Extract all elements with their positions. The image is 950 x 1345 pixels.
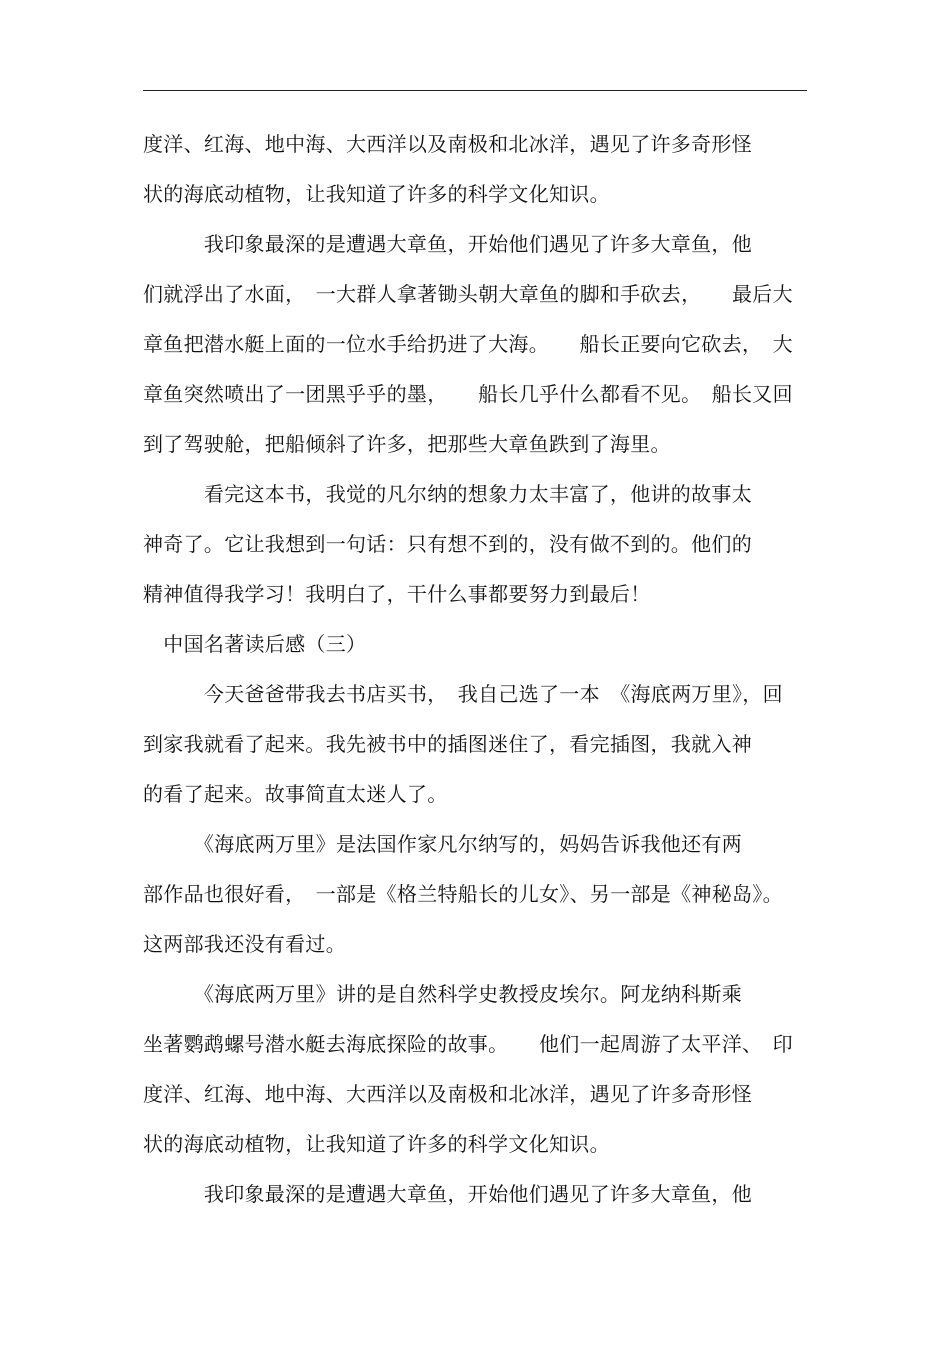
text-line: 《海底两万里》是法国作家凡尔纳写的，妈妈告诉我他还有两 <box>143 832 742 856</box>
text-line: 到了驾驶舱，把船倾斜了许多，把那些大章鱼跌到了海里。 <box>143 432 671 456</box>
text-line: 到家我就看了起来。我先被书中的插图迷住了，看完插图，我就入神 <box>143 732 752 756</box>
text-line: 坐著鹦鹉螺号潜水艇去海底探险的故事。 他们一起周游了太平洋、 印 <box>143 1032 793 1056</box>
text-line: 们就浮出了水面， 一大群人拿著锄头朝大章鱼的脚和手砍去， 最后大 <box>143 282 793 306</box>
text-line: 章鱼突然喷出了一团黑乎乎的墨， 船长几乎什么都看不见。 船长又回 <box>143 382 793 406</box>
text-line: 这两部我还没有看过。 <box>143 932 346 956</box>
text-line: 《海底两万里》讲的是自然科学史教授皮埃尔。阿龙纳科斯乘 <box>143 982 742 1006</box>
text-line: 精神值得我学习！我明白了，干什么事都要努力到最后！ <box>143 582 651 606</box>
section-heading: 中国名著读后感（三） <box>143 632 367 656</box>
text-line: 的看了起来。故事简直太迷人了。 <box>143 782 448 806</box>
text-line: 状的海底动植物，让我知道了许多的科学文化知识。 <box>143 1132 610 1156</box>
text-line: 部作品也很好看， 一部是《格兰特船长的儿女》、另一部是《神秘岛》。 <box>143 882 783 906</box>
text-line: 章鱼把潜水艇上面的一位水手给扔进了大海。 船长正要向它砍去， 大 <box>143 332 793 356</box>
text-line: 我印象最深的是遭遇大章鱼，开始他们遇见了许多大章鱼，他 <box>143 1182 752 1206</box>
text-line: 度洋、红海、地中海、大西洋以及南极和北冰洋，遇见了许多奇形怪 <box>143 1082 752 1106</box>
header-rule <box>143 90 807 91</box>
text-line: 神奇了。它让我想到一句话：只有想不到的，没有做不到的。他们的 <box>143 532 752 556</box>
text-line: 我印象最深的是遭遇大章鱼，开始他们遇见了许多大章鱼，他 <box>143 232 752 256</box>
text-line: 看完这本书，我觉的凡尔纳的想象力太丰富了，他讲的故事太 <box>143 482 752 506</box>
text-line: 状的海底动植物，让我知道了许多的科学文化知识。 <box>143 182 610 206</box>
text-line: 度洋、红海、地中海、大西洋以及南极和北冰洋，遇见了许多奇形怪 <box>143 132 752 156</box>
text-line: 今天爸爸带我去书店买书， 我自己选了一本 《海底两万里》，回 <box>143 682 783 706</box>
